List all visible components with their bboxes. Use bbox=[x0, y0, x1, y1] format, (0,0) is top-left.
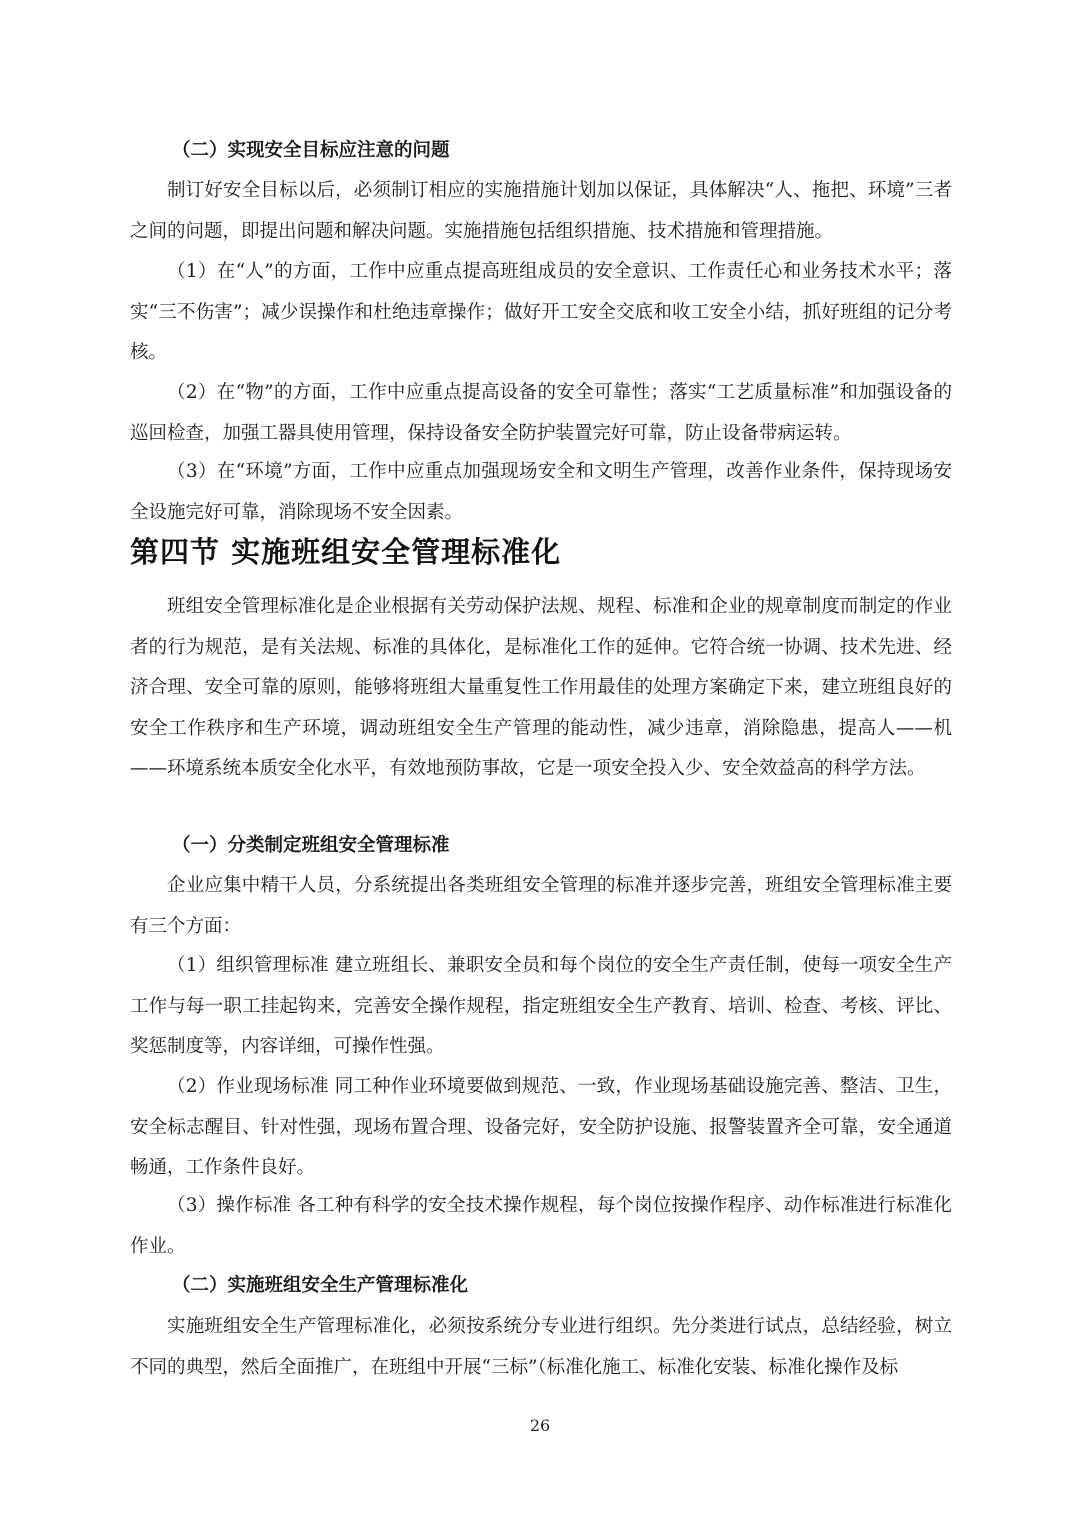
list-item-worksite-standard: （2）作业现场标准 同工种作业环境要做到规范、一致，作业现场基础设施完善、整洁、卫生，安全标志醒目、针对性强，现场布置合理、设备完好，安全防护设施、报警装置齐全可靠，安全通道畅通，工作条件良好。 bbox=[130, 1076, 952, 1178]
list-item-environment: （3）在“环境”方面，工作中应重点加强现场安全和文明生产管理，改善作业条件，保持现场安全设施完好可靠，消除现场不安全因素。 bbox=[130, 461, 952, 523]
list-item-operation-standard: （3）操作标准 各工种有科学的安全技术操作规程，每个岗位按操作程序、动作标准进行标准化作业。 bbox=[130, 1195, 952, 1257]
page-number: 26 bbox=[529, 1416, 551, 1435]
list-item-organization-standard: （1）组织管理标准 建立班组长、兼职安全员和每个岗位的安全生产责任制，使每一项安全生产工作与每一职工挂起钩来，完善安全操作规程，指定班组安全生产教育、培训、检查、考核、评比、奖惩制度等，内容详细，可操作性强。 bbox=[130, 955, 952, 1057]
paragraph-safety-goals: 制订好安全目标以后，必须制订相应的实施措施计划加以保证，具体解决“人、拖把、环境”三者之间的问题，即提出问题和解决问题。实施措施包括组织措施、技术措施和管理措施。 bbox=[130, 180, 952, 242]
subhead-implement-standardization: （二）实施班组安全生产管理标准化 bbox=[172, 1275, 469, 1296]
subhead-classify-standards: （一）分类制定班组安全管理标准 bbox=[172, 835, 450, 856]
paragraph-implement-standardization: 实施班组安全生产管理标准化，必须按系统分专业进行组织。先分类进行试点，总结经验，树立不同的典型，然后全面推广，在班组中开展“三标”（标准化施工、标准化安装、标准化操作及标 bbox=[130, 1316, 952, 1378]
list-item-people: （1）在“人”的方面，工作中应重点提高班组成员的安全意识、工作责任心和业务技术水平；落实“三不伤害”；减少误操作和杜绝违章操作；做好开工安全交底和收工安全小结，抓好班组的记分考核。 bbox=[130, 261, 952, 363]
paragraph-classify-standards: 企业应集中精干人员，分系统提出各类班组安全管理的标准并逐步完善，班组安全管理标准主要有三个方面： bbox=[130, 875, 952, 937]
subhead-safety-goals: （二）实现安全目标应注意的问题 bbox=[172, 140, 450, 161]
list-item-objects: （2）在“物”的方面，工作中应重点提高设备的安全可靠性；落实“工艺质量标准”和加强设备的巡回检查，加强工器具使用管理，保持设备安全防护装置完好可靠，防止设备带病运转。 bbox=[130, 382, 952, 444]
paragraph-standardization-intro: 班组安全管理标准化是企业根据有关劳动保护法规、规程、标准和企业的规章制度而制定的作业者的行为规范，是有关法规、标准的具体化，是标准化工作的延伸。它符合统一协调、技术先进、经济合理、安全可靠的原则，能够将班组大量重复性工作用最佳的处理方案确定下来，建立班组良好的安全工作秩序和生产环境，调动班组安全生产管理的能动性，减少违章，消除隐患，提高人——机——环境系统本质安全化水平，有效地预防事故，它是一项安全投入少、安全效益高的科学方法。 bbox=[130, 596, 952, 779]
section-title: 第四节 实施班组安全管理标准化 bbox=[130, 535, 562, 569]
